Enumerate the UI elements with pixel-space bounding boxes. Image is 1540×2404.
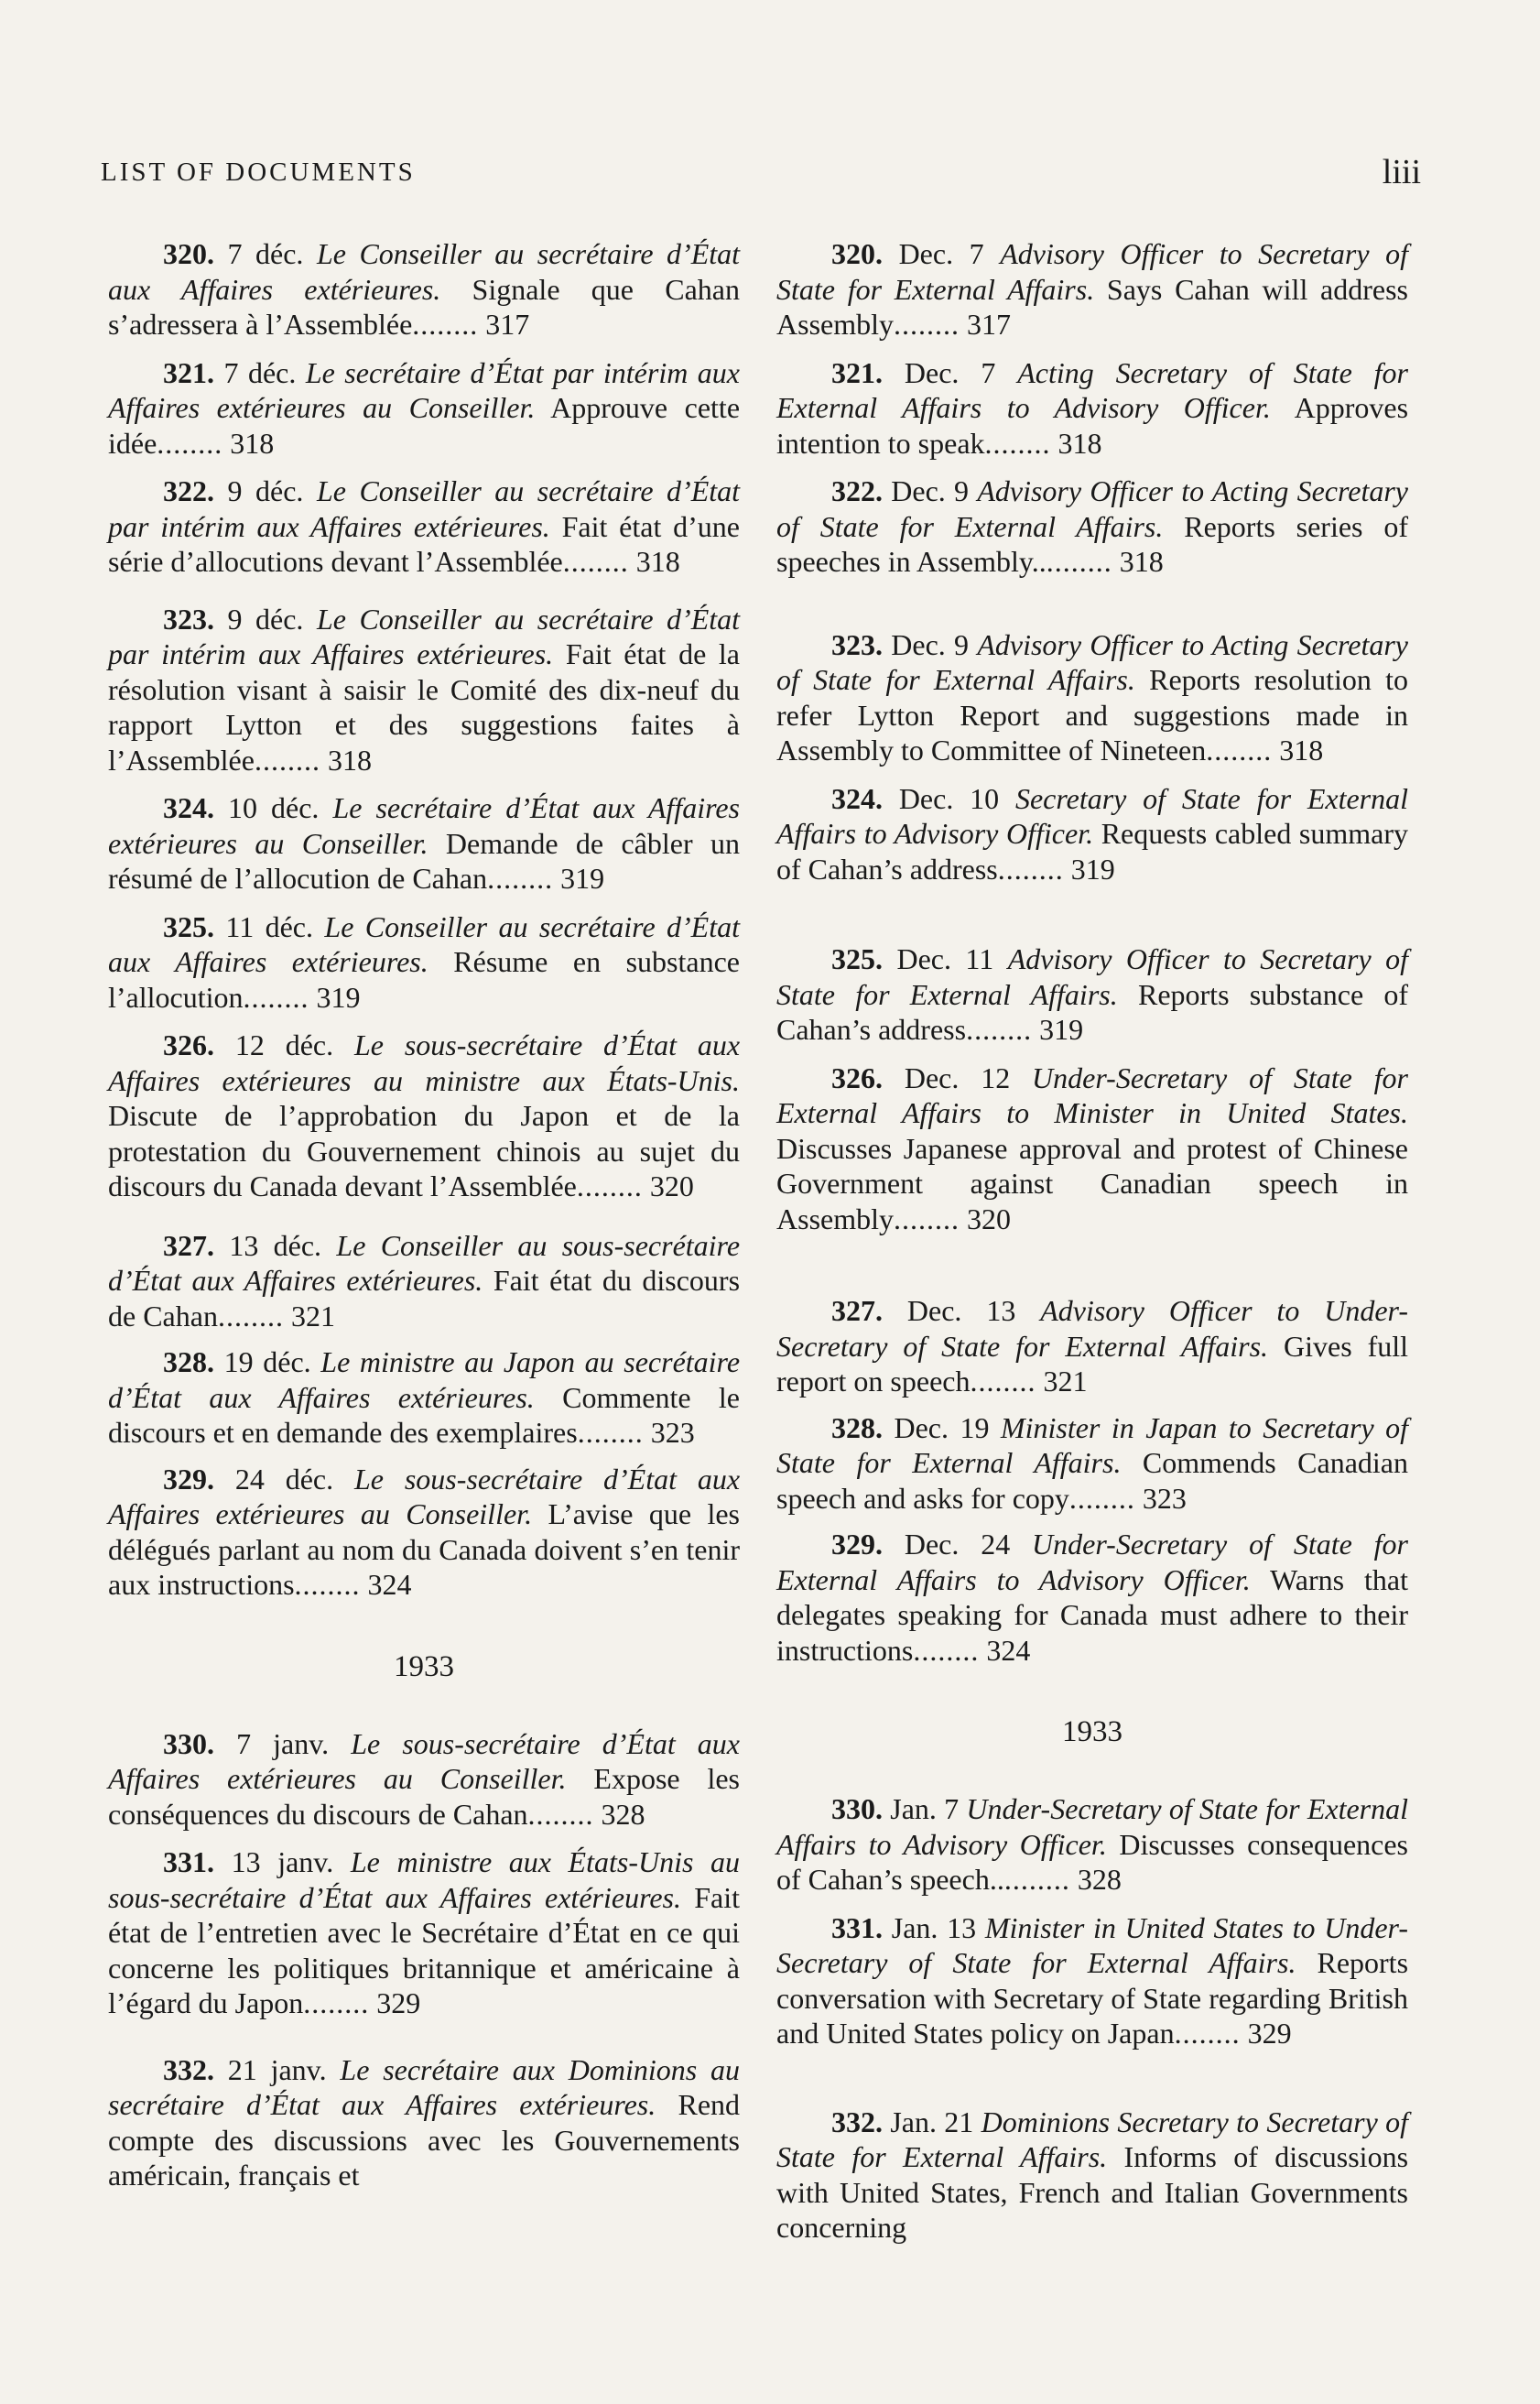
document-entry xyxy=(108,602,740,778)
document-entry xyxy=(108,1726,740,1833)
document-number: 331. xyxy=(831,1910,883,1944)
document-entry xyxy=(776,473,1408,580)
document-date: 10 déc. xyxy=(228,791,320,824)
page-reference: 318 xyxy=(635,545,680,578)
page-number: liii xyxy=(1382,153,1421,191)
document-entry xyxy=(108,2052,740,2193)
document-description: Approves intention to speak xyxy=(776,391,1409,460)
document-date: Dec. 7 xyxy=(904,355,996,389)
document-number: 320. xyxy=(163,237,214,270)
document-number: 323. xyxy=(831,627,883,661)
document-date: 9 déc. xyxy=(227,602,304,636)
document-title: Le ministre au Japon au secrétaire d’État aux Affaires extérieures. xyxy=(108,1345,741,1414)
document-number: 321. xyxy=(831,355,883,389)
page-reference: 319 xyxy=(1070,852,1115,886)
leader-dots: ........ xyxy=(1003,1863,1070,1896)
document-date: Dec. 10 xyxy=(898,781,1000,815)
page-reference: 329 xyxy=(1247,2017,1292,2050)
document-description: Fait état de l’entretien avec le Secrétaire d’État en ce qui concerne les politiques britannique et américaine à l’égard du Japon xyxy=(108,1880,740,2019)
page-reference: 324 xyxy=(367,1568,412,1601)
page-reference: 320 xyxy=(967,1202,1011,1235)
document-description: Signale que Cahan s’adressera à l’Assemblée xyxy=(108,272,740,341)
document-number: 331. xyxy=(163,1845,214,1878)
document-description: L’avise que les délégués parlant au nom du Canada doivent s’en tenir aux instructions xyxy=(108,1497,740,1601)
page-reference: 329 xyxy=(376,1986,421,2019)
french-column xyxy=(108,236,740,2193)
document-number: 324. xyxy=(163,791,214,824)
running-head: LIST OF DOCUMENTS xyxy=(101,158,416,187)
page-reference: 328 xyxy=(1077,1863,1122,1896)
document-date: Dec. 13 xyxy=(906,1294,1016,1327)
document-description: Gives full report on speech xyxy=(776,1329,1409,1398)
document-date: Dec. 24 xyxy=(904,1528,1011,1561)
leader-dots: ........ xyxy=(577,1416,644,1449)
document-description: Reports conversation with Secretary of State regarding British and United States policy on Japan xyxy=(776,1946,1409,2050)
document-title: Le Conseiller au secrétaire d’État par intérim aux Affaires extérieures. xyxy=(108,474,741,543)
leader-dots: ........ xyxy=(527,1797,594,1831)
document-entry xyxy=(108,1028,740,1204)
document-title: Minister in United States to Under-Secretary of State for External Affairs. xyxy=(776,1910,1409,1979)
document-title: Advisory Officer to Under-Secretary of State for External Affairs. xyxy=(776,1294,1409,1363)
document-title: Minister in Japan to Secretary of State for External Affairs. xyxy=(776,1410,1408,1479)
page-header xyxy=(101,153,1421,212)
document-number: 329. xyxy=(163,1462,214,1496)
document-date: Dec. 7 xyxy=(898,237,984,270)
leader-dots: ........ xyxy=(1046,545,1112,578)
leader-dots: ........ xyxy=(894,1202,960,1235)
document-title: Le Conseiller au sous-secrétaire d’État aux Affaires extérieures. xyxy=(108,1228,741,1297)
document-description: Demande de câbler un résumé de l’allocution de Cahan xyxy=(108,826,741,895)
document-title: Le Conseiller au secrétaire d’État aux Affaires extérieures. xyxy=(108,909,741,978)
leader-dots: ........ xyxy=(217,1299,284,1333)
leader-dots: ........ xyxy=(303,1986,370,2019)
document-description: Requests cabled summary of Cahan’s address xyxy=(776,817,1409,886)
document-title: Le secrétaire d’État aux Affaires extérieures au Conseiller. xyxy=(108,791,741,860)
document-description: Discute de l’approbation du Japon et de la protestation du Gouvernement chinois au sujet du discours du Canada devant l’Assemblée xyxy=(108,1099,740,1202)
document-entry xyxy=(776,1527,1408,1668)
document-entry xyxy=(108,1462,740,1603)
year-heading: 1933 xyxy=(1062,1715,1122,1748)
document-number: 320. xyxy=(831,237,883,270)
leader-dots: ........ xyxy=(157,426,223,460)
document-description: Reports series of speeches in Assembly.. xyxy=(776,509,1409,578)
page-reference: 319 xyxy=(560,862,605,895)
document-description: Approuve cette idée xyxy=(108,391,741,460)
leader-dots: ........ xyxy=(966,1013,1033,1046)
document-number: 326. xyxy=(163,1028,214,1061)
document-date: 9 déc. xyxy=(227,474,304,507)
document-number: 328. xyxy=(831,1410,883,1444)
document-description: Commente le discours et en demande des exemplaires xyxy=(108,1380,741,1449)
leader-dots: ........ xyxy=(487,862,554,895)
document-description: Discusses consequences of Cahan’s speech.. xyxy=(776,1827,1408,1896)
document-entry xyxy=(776,1910,1408,2051)
page-reference: 323 xyxy=(1142,1481,1187,1515)
document-entry xyxy=(108,1844,740,2021)
document-title: Advisory Officer to Acting Secretary of State for External Affairs. xyxy=(776,474,1409,543)
document-date: 11 déc. xyxy=(225,909,313,943)
document-entry xyxy=(776,1410,1408,1517)
document-number: 327. xyxy=(163,1228,214,1262)
leader-dots: ........ xyxy=(254,743,320,777)
document-description: Reports resolution to refer Lytton Report and suggestions made in Assembly to Committee of Nineteen xyxy=(776,663,1409,767)
leader-dots: ........ xyxy=(984,426,1051,460)
document-description: Rend compte des discussions avec les Gouvernements américain, français et xyxy=(108,2088,741,2192)
document-entry xyxy=(776,355,1408,462)
page-reference: 317 xyxy=(485,308,530,341)
leader-dots: ........ xyxy=(894,308,960,341)
document-title: Le ministre aux États-Unis au sous-secrétaire d’État aux Affaires extérieures. xyxy=(108,1845,741,1914)
document-entry xyxy=(776,941,1408,1048)
document-title: Secretary of State for External Affairs to Advisory Officer. xyxy=(776,781,1409,850)
leader-dots: ........ xyxy=(576,1169,643,1202)
document-title: Le Conseiller au secrétaire d’État aux Affaires extérieures. xyxy=(108,237,741,306)
document-title: Acting Secretary of State for External Affairs to Advisory Officer. xyxy=(776,355,1409,424)
leader-dots: ........ xyxy=(970,1365,1036,1398)
document-date: 19 déc. xyxy=(223,1345,311,1378)
document-number: 322. xyxy=(831,474,883,507)
document-description: Discusses Japanese approval and protest of Chinese Government against Canadian speech in Assembly xyxy=(776,1131,1408,1235)
leader-dots: ........ xyxy=(562,545,629,578)
document-entry xyxy=(108,790,740,897)
document-number: 330. xyxy=(163,1726,214,1760)
document-title: Le secrétaire d’État par intérim aux Affaires extérieures au Conseiller. xyxy=(108,355,740,424)
document-number: 326. xyxy=(831,1061,883,1094)
page-reference: 318 xyxy=(1119,545,1164,578)
document-entry xyxy=(776,781,1408,887)
leader-dots: ........ xyxy=(294,1568,361,1601)
document-description: Warns that delegates speaking for Canada must adhere to their instructions xyxy=(776,1562,1409,1667)
leader-dots: ........ xyxy=(913,1633,980,1667)
document-date: Dec. 9 xyxy=(891,474,970,507)
document-date: 21 janv. xyxy=(227,2052,327,2086)
document-entry xyxy=(776,1791,1408,1898)
document-entry xyxy=(776,627,1408,768)
document-title: Advisory Officer to Acting Secretary of State for External Affairs. xyxy=(776,627,1409,696)
leader-dots: ........ xyxy=(997,852,1064,886)
document-description: Résume en substance l’allocution xyxy=(108,945,741,1014)
document-number: 332. xyxy=(163,2052,214,2086)
page-reference: 318 xyxy=(1057,426,1102,460)
leader-dots: ........ xyxy=(412,308,479,341)
page-reference: 321 xyxy=(290,1299,335,1333)
document-number: 323. xyxy=(163,602,214,636)
page-reference: 324 xyxy=(986,1633,1031,1667)
document-description: Fait état de la résolution visant à saisir le Comité des dix-neuf du rapport Lytton et des suggestions faites à l’Assemblée xyxy=(108,637,741,777)
document-number: 324. xyxy=(831,781,883,815)
document-entry xyxy=(108,1344,740,1451)
document-title: Dominions Secretary to Secretary of State for External Affairs. xyxy=(776,2105,1409,2173)
document-number: 329. xyxy=(831,1528,883,1561)
leader-dots: ........ xyxy=(1068,1481,1135,1515)
document-date: 13 déc. xyxy=(229,1228,322,1262)
page-reference: 318 xyxy=(1279,734,1324,767)
document-title: Advisory Officer to Secretary of State for External Affairs. xyxy=(776,237,1409,306)
document-description: Fait état du discours de Cahan xyxy=(108,1264,741,1333)
document-date: Dec. 9 xyxy=(891,627,970,661)
document-date: 7 déc. xyxy=(223,355,297,389)
document-date: Dec. 11 xyxy=(896,942,994,975)
document-entry xyxy=(776,1293,1408,1399)
document-date: 13 janv. xyxy=(231,1845,334,1878)
document-entry xyxy=(776,1061,1408,1237)
document-entry xyxy=(108,1228,740,1334)
document-title: Under-Secretary of State for External Affairs to Minister in United States. xyxy=(776,1061,1408,1129)
document-number: 322. xyxy=(163,474,214,507)
document-entry xyxy=(108,236,740,343)
document-title: Advisory Officer to Secretary of State for External Affairs. xyxy=(776,942,1409,1011)
document-date: 24 déc. xyxy=(234,1462,334,1496)
document-title: Under-Secretary of State for External Affairs to Advisory Officer. xyxy=(776,1792,1409,1861)
page-reference: 323 xyxy=(650,1416,695,1449)
document-date: Jan. 21 xyxy=(890,2105,974,2138)
document-title: Le sous-secrétaire d’État aux Affaires extérieures au Conseiller. xyxy=(108,1462,741,1530)
page-reference: 317 xyxy=(967,308,1011,341)
document-description: Fait état d’une série d’allocutions devant l’Assemblée xyxy=(108,509,741,578)
document-number: 332. xyxy=(831,2105,883,2138)
document-description: Informs of discussions with United States, French and Italian Governments concerning xyxy=(776,2140,1409,2244)
document-title: Le sous-secrétaire d’État aux Affaires extérieures au ministre aux États-Unis. xyxy=(108,1028,741,1097)
page-reference: 318 xyxy=(230,426,275,460)
document-number: 328. xyxy=(163,1345,214,1378)
document-date: Jan. 13 xyxy=(891,1910,977,1944)
document-title: Le secrétaire aux Dominions au secrétaire d’État aux Affaires extérieures. xyxy=(108,2052,741,2121)
document-number: 325. xyxy=(163,909,214,943)
document-title: Under-Secretary of State for External Affairs to Advisory Officer. xyxy=(776,1528,1408,1596)
page-reference: 321 xyxy=(1043,1365,1088,1398)
page-reference: 328 xyxy=(601,1797,645,1831)
document-number: 327. xyxy=(831,1294,883,1327)
document-date: Dec. 19 xyxy=(894,1410,990,1444)
english-column xyxy=(776,236,1408,2246)
year-heading: 1933 xyxy=(394,1649,454,1683)
document-title: Le sous-secrétaire d’État aux Affaires extérieures au Conseiller. xyxy=(108,1726,740,1795)
leader-dots: ........ xyxy=(243,980,309,1014)
document-description: Expose les conséquences du discours de Cahan xyxy=(108,1762,741,1831)
document-description: Commends Canadian speech and asks for copy xyxy=(776,1446,1409,1515)
document-date: 12 déc. xyxy=(234,1028,334,1061)
leader-dots: ........ xyxy=(1206,734,1273,767)
document-number: 321. xyxy=(163,355,214,389)
document-entry xyxy=(776,236,1408,343)
page-reference: 319 xyxy=(316,980,361,1014)
leader-dots: ........ xyxy=(1174,2017,1241,2050)
page-reference: 318 xyxy=(327,743,372,777)
document-date: Dec. 12 xyxy=(904,1061,1011,1094)
document-date: Jan. 7 xyxy=(890,1792,960,1825)
document-number: 325. xyxy=(831,942,883,975)
document-date: 7 déc. xyxy=(227,237,304,270)
document-entry xyxy=(108,909,740,1016)
document-number: 330. xyxy=(831,1792,883,1825)
page-reference: 320 xyxy=(649,1169,694,1202)
document-entry xyxy=(108,473,740,580)
document-description: Says Cahan will address Assembly xyxy=(776,272,1409,341)
document-date: 7 janv. xyxy=(236,1726,330,1760)
page-reference: 319 xyxy=(1039,1013,1084,1046)
document-title: Le Conseiller au secrétaire d’État par intérim aux Affaires extérieures. xyxy=(108,602,741,670)
document-entry xyxy=(776,2105,1408,2246)
document-description: Reports substance of Cahan’s address xyxy=(776,977,1409,1046)
document-entry xyxy=(108,355,740,462)
